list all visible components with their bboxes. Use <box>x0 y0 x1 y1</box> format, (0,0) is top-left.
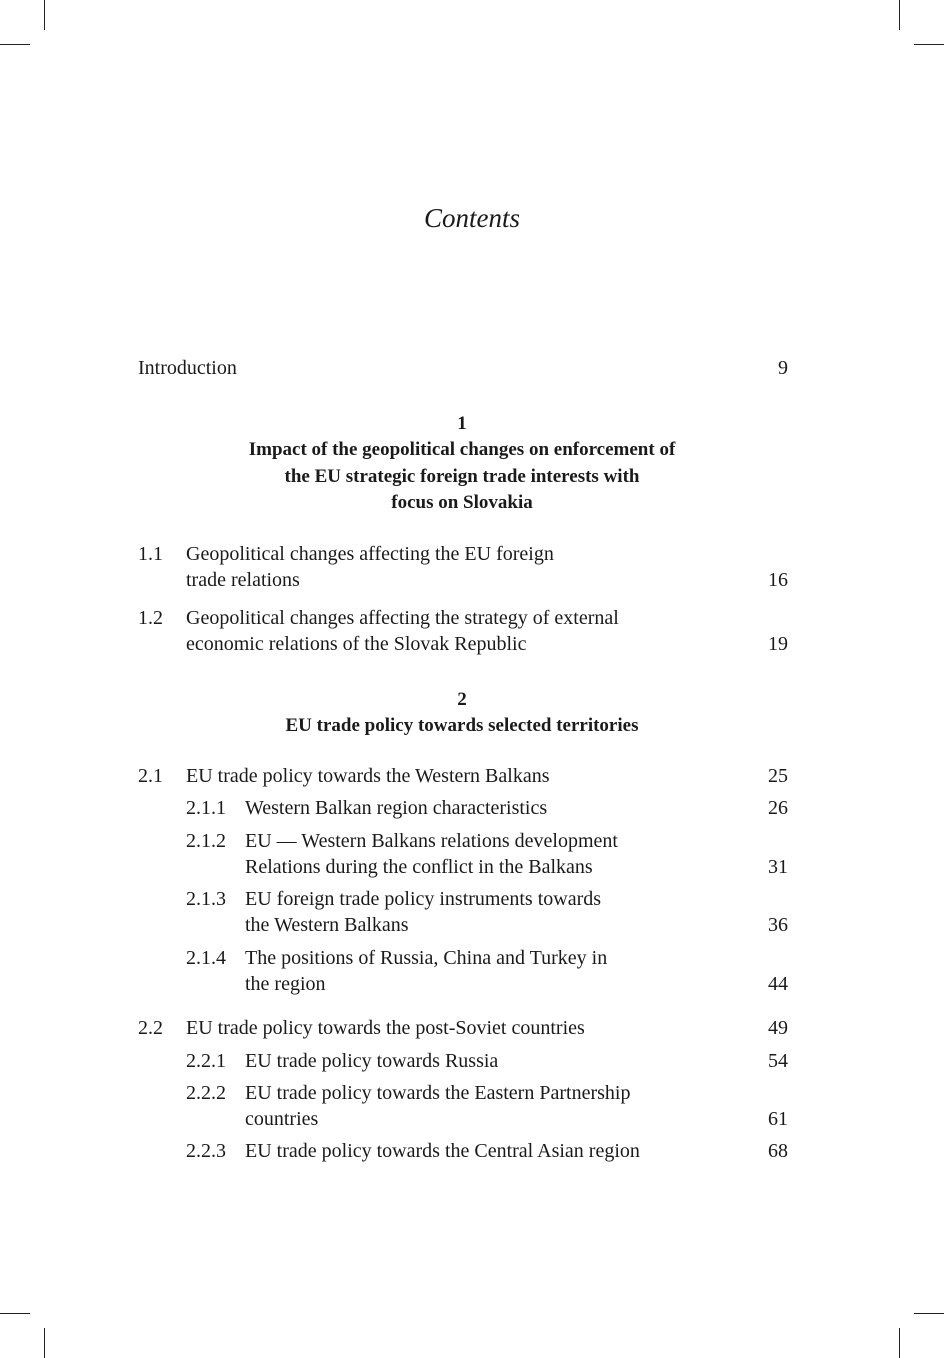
chapter-title-line: EU trade policy towards selected territories <box>285 715 639 736</box>
section-number: 1.2 <box>138 607 163 629</box>
toc-page-number: 44 <box>768 973 788 995</box>
toc-page-number: 16 <box>768 569 788 591</box>
section-title-line: Relations during the conflict in the Balkans <box>245 856 593 878</box>
toc-page-number: 9 <box>778 357 788 379</box>
toc-page-number: 19 <box>768 633 788 655</box>
section-title-line: EU trade policy towards the post-Soviet countries <box>186 1017 585 1039</box>
section-title-line: EU trade policy towards the Western Balkans <box>186 765 550 787</box>
section-title-line: EU — Western Balkans relations development <box>245 830 618 852</box>
toc-entry-label: Introduction <box>138 357 237 379</box>
toc-page-number: 49 <box>768 1017 788 1039</box>
crop-mark-top-left-v <box>44 0 45 30</box>
subsection-number: 2.1.4 <box>186 947 226 969</box>
chapter-number: 2 <box>457 689 467 710</box>
page-title: Contents <box>423 203 520 233</box>
toc-page-number: 36 <box>768 914 788 936</box>
section-title-line: the Western Balkans <box>245 914 409 936</box>
subsection-number: 2.2.2 <box>186 1082 226 1104</box>
section-number: 1.1 <box>138 543 163 565</box>
crop-mark-bottom-left-h <box>0 1313 30 1314</box>
section-title-line: Geopolitical changes affecting the strategy of external <box>186 607 619 629</box>
chapter-title-line: the EU strategic foreign trade interests with <box>284 466 640 487</box>
section-title-line: EU foreign trade policy instruments towards <box>245 888 602 910</box>
section-title-line: Western Balkan region characteristics <box>245 797 548 819</box>
toc-page-number: 61 <box>768 1108 788 1130</box>
crop-mark-top-right-h <box>914 44 944 45</box>
toc-page-number: 68 <box>768 1140 788 1162</box>
section-title-line: trade relations <box>186 569 300 591</box>
crop-mark-top-left-h <box>0 44 30 45</box>
subsection-number: 2.2.3 <box>186 1140 226 1162</box>
section-title-line: countries <box>245 1108 319 1130</box>
toc-page-number: 54 <box>768 1050 788 1072</box>
chapter-number: 1 <box>457 413 467 434</box>
section-title-line: EU trade policy towards the Central Asian region <box>245 1140 640 1162</box>
crop-mark-bottom-right-h <box>914 1313 944 1314</box>
subsection-number: 2.2.1 <box>186 1050 226 1072</box>
section-title-line: The positions of Russia, China and Turkey in <box>245 947 608 969</box>
section-title-line: EU trade policy towards Russia <box>245 1050 499 1072</box>
crop-mark-top-right-v <box>899 0 900 30</box>
crop-mark-bottom-left-v <box>44 1328 45 1358</box>
chapter-title-line: focus on Slovakia <box>391 492 533 513</box>
subsection-number: 2.1.3 <box>186 888 226 910</box>
toc-page-number: 25 <box>768 765 788 787</box>
subsection-number: 2.1.1 <box>186 797 226 819</box>
subsection-number: 2.1.2 <box>186 830 226 852</box>
section-title-line: EU trade policy towards the Eastern Partnership <box>245 1082 631 1104</box>
toc-page-number: 26 <box>768 797 788 819</box>
section-title-line: Geopolitical changes affecting the EU foreign <box>186 543 554 565</box>
section-title-line: economic relations of the Slovak Republic <box>186 633 527 655</box>
toc-page-number: 31 <box>768 856 788 878</box>
section-number: 2.1 <box>138 765 163 787</box>
chapter-title-line: Impact of the geopolitical changes on enforcement of <box>248 439 676 460</box>
crop-mark-bottom-right-v <box>899 1328 900 1358</box>
section-title-line: the region <box>245 973 326 995</box>
section-number: 2.2 <box>138 1017 163 1039</box>
